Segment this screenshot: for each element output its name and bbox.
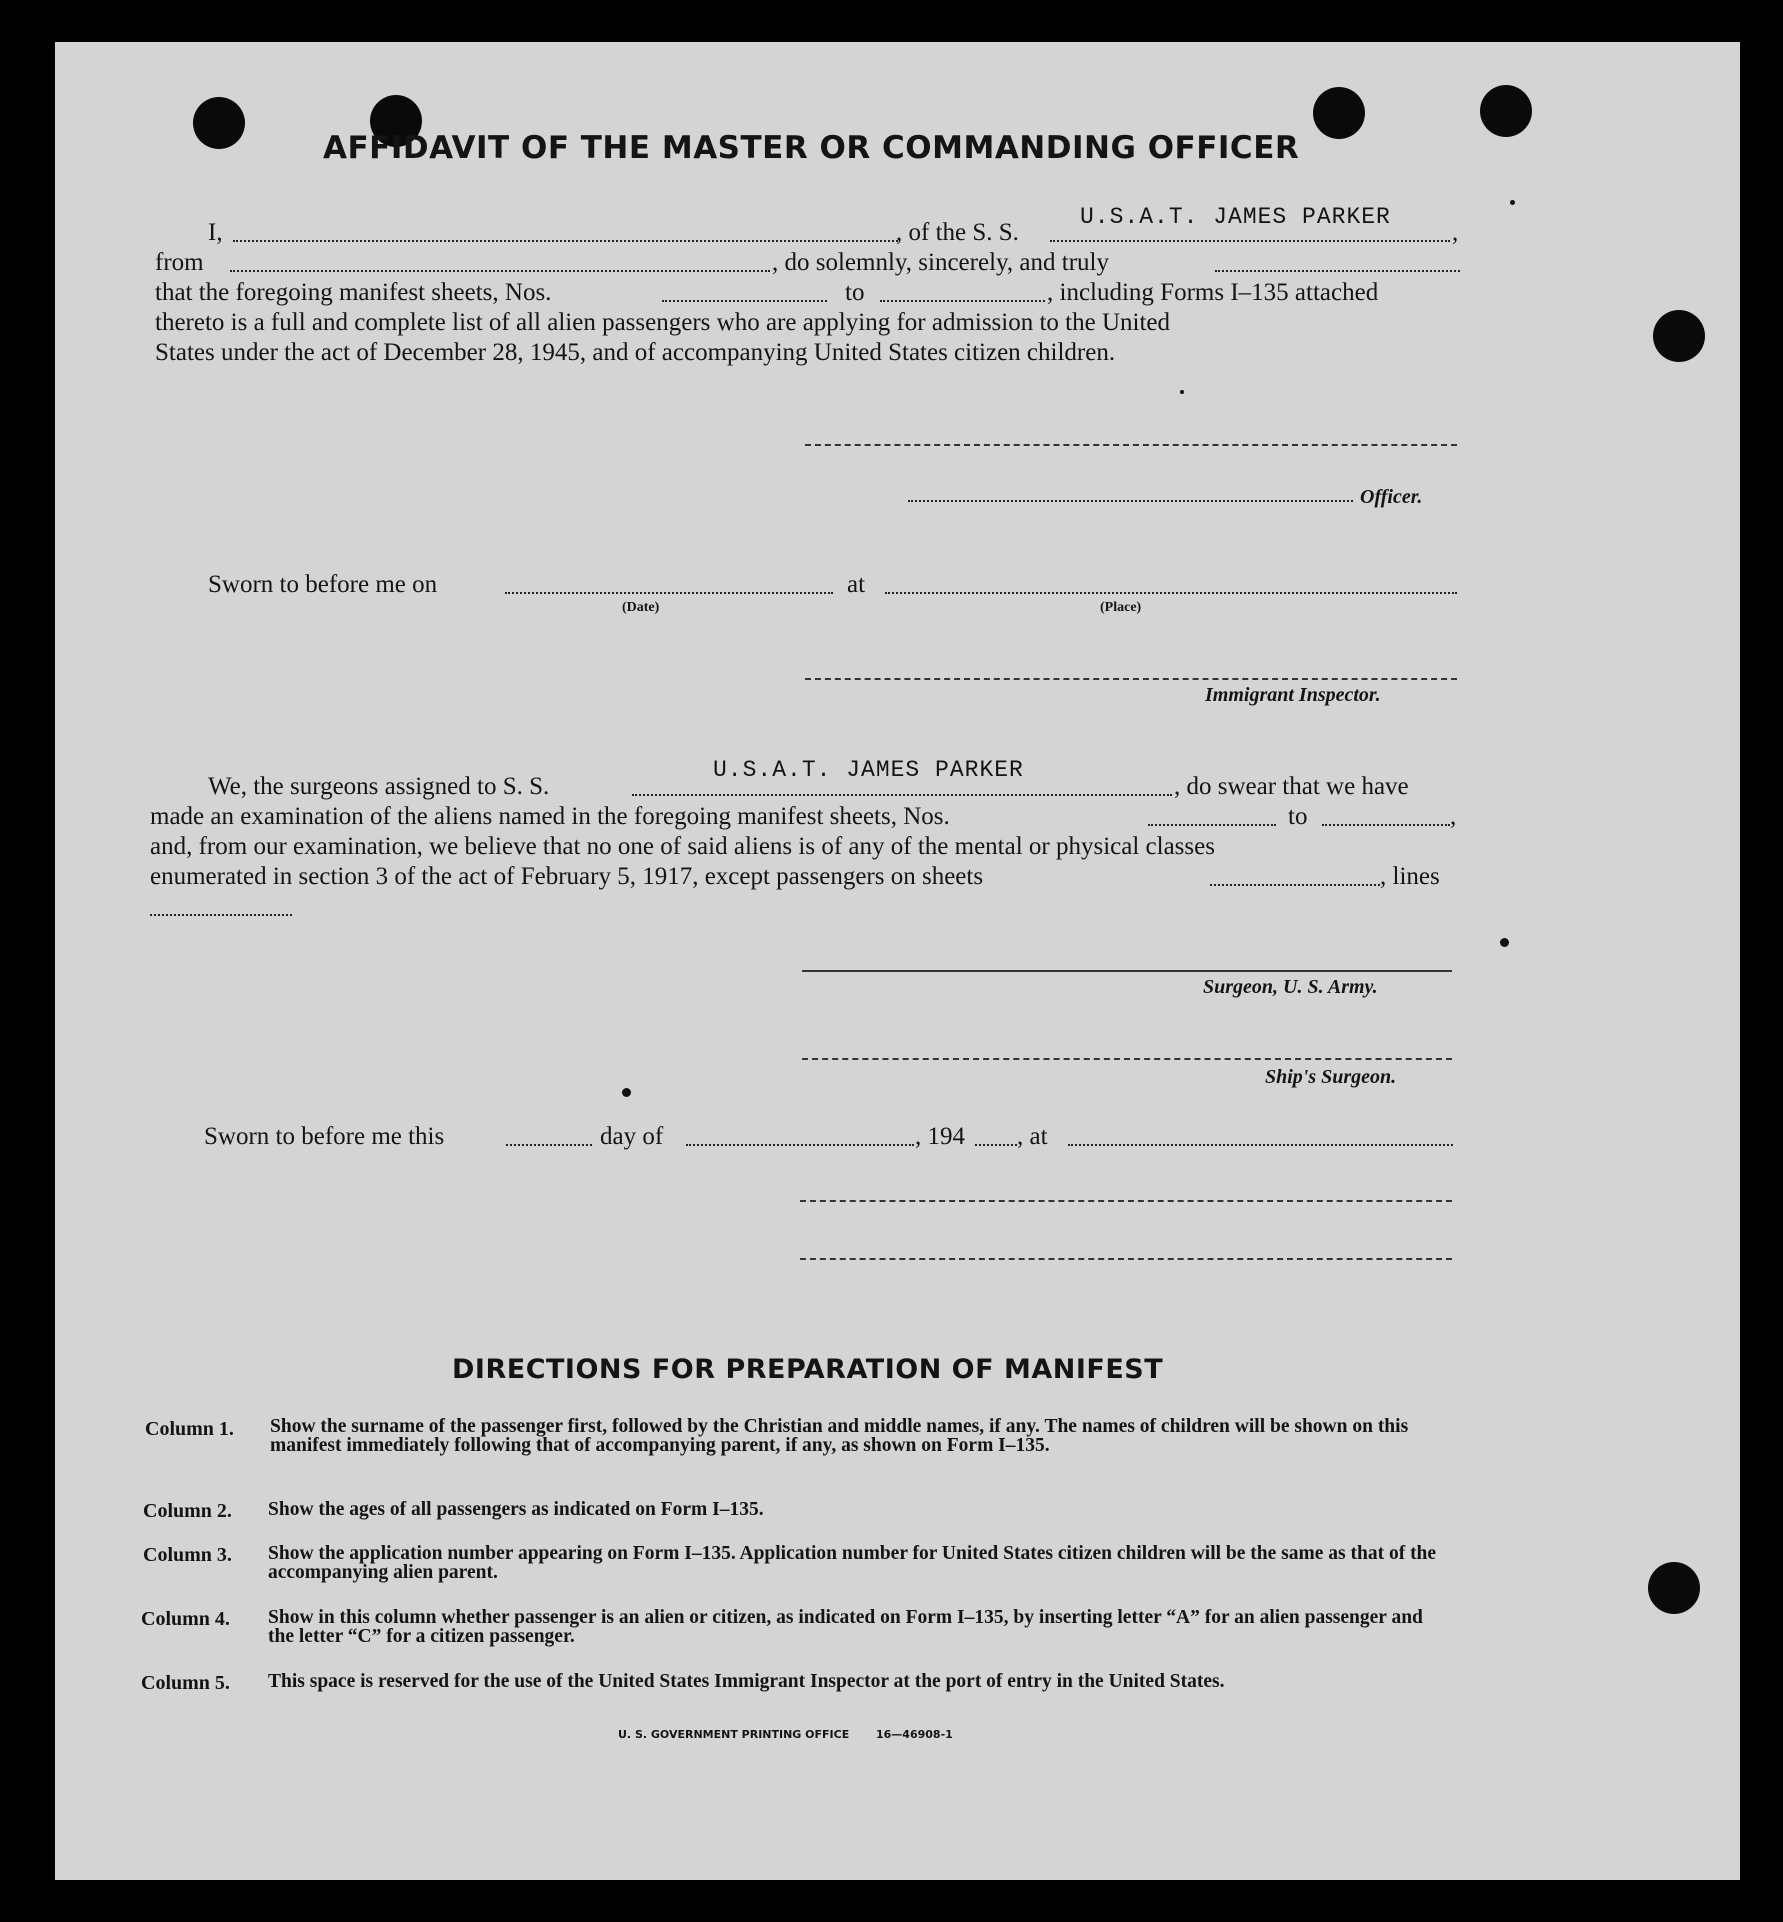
punch-hole <box>1653 310 1705 362</box>
form-code: 16—46908-1 <box>876 1728 953 1741</box>
printer-imprint: U. S. GOVERNMENT PRINTING OFFICE <box>618 1728 850 1741</box>
master-ship-line <box>1050 240 1450 242</box>
master-from: from <box>155 249 204 276</box>
column-5-label: Column 5. <box>141 1672 230 1694</box>
column-3-text: Show the application number appearing on Form I–135. Application number for United States citizen children will be the same as that of the accompanying alien parent. <box>268 1543 1437 1583</box>
master-i: I, <box>208 219 223 246</box>
surgeons-ship-name: U.S.A.T. JAMES PARKER <box>713 757 1024 783</box>
surgeons-to: to <box>1288 803 1308 830</box>
officer-label: Officer. <box>1360 486 1423 508</box>
surgeons-line3: and, from our examination, we believe that no one of said aliens is of any of the mental or physical classes <box>150 833 1215 860</box>
master-from-line <box>230 270 770 272</box>
sworn2-year: , 194 <box>915 1123 965 1150</box>
ink-speck <box>1500 938 1509 947</box>
master-of-ss: , of the S. S. <box>896 219 1019 246</box>
column-5-text: This space is reserved for the use of the United States Immigrant Inspector at the port of entry in the United States. <box>268 1671 1225 1692</box>
sworn2-day-line <box>506 1144 592 1146</box>
directions-title: DIRECTIONS FOR PREPARATION OF MANIFEST <box>452 1354 1164 1385</box>
ink-speck <box>1180 390 1184 394</box>
column-4-label: Column 4. <box>141 1608 230 1630</box>
master-to: to <box>845 279 865 306</box>
surgeons-line4: enumerated in section 3 of the act of February 5, 1917, except passengers on sheets <box>150 863 984 890</box>
master-line4: thereto is a full and complete list of all alien passengers who are applying for admission to the United <box>155 309 1171 336</box>
master-swear-line <box>1215 270 1460 272</box>
sworn2-signature-line-1 <box>800 1200 1452 1202</box>
surgeons-made: made an examination of the aliens named in the foregoing manifest sheets, Nos. <box>150 803 950 830</box>
sworn1-label: Sworn to before me on <box>208 571 438 598</box>
surgeons-ship-line <box>632 794 1172 796</box>
punch-hole <box>1480 85 1532 137</box>
column-1-text: Show the surname of the passenger first, followed by the Christian and middle names, if any. The names of children will be shown on this manifest immediately following that of accompanying parent, if any, as shown on Form I–135. <box>270 1416 1409 1456</box>
master-name-line <box>233 240 898 242</box>
sworn2-year-line <box>975 1144 1017 1146</box>
column-3-label: Column 3. <box>143 1544 232 1566</box>
surgeons-we: We, the surgeons assigned to S. S. <box>208 773 550 800</box>
surgeons-sheet-from-line <box>1148 824 1276 826</box>
army-surgeon-label: Surgeon, U. S. Army. <box>1203 976 1378 998</box>
surgeons-sheet-to-line <box>1322 824 1450 826</box>
punch-hole <box>1648 1562 1700 1614</box>
sworn1-place-line <box>885 592 1457 594</box>
master-sheet-to-line <box>880 300 1045 302</box>
sworn2-place-line <box>1068 1144 1453 1146</box>
sworn1-date-line <box>505 592 833 594</box>
surgeons-comma: , <box>1450 803 1457 830</box>
master-signature-line <box>805 444 1457 446</box>
surgeons-lines-line <box>150 914 292 916</box>
date-caption: (Date) <box>622 600 660 615</box>
officer-title-line <box>908 500 1353 502</box>
column-2-text: Show the ages of all passengers as indicated on Form I–135. <box>268 1499 764 1520</box>
inspector-label: Immigrant Inspector. <box>1205 684 1381 706</box>
surgeons-lines: , lines <box>1380 863 1440 890</box>
punch-hole <box>1313 87 1365 139</box>
master-sheet-from-line <box>662 300 827 302</box>
sworn1-at: at <box>847 571 866 598</box>
place-caption: (Place) <box>1100 600 1142 615</box>
master-including: , including Forms I–135 attached <box>1047 279 1379 306</box>
surgeons-sheets-line <box>1210 884 1380 886</box>
sworn2-day-of: day of <box>600 1123 664 1150</box>
page-title: AFFIDAVIT OF THE MASTER OR COMMANDING OFFICER <box>323 130 1300 166</box>
master-swear: , do solemnly, sincerely, and truly <box>772 249 1109 276</box>
column-4-text: Show in this column whether passenger is an alien or citizen, as indicated on Form I–135, by inserting letter “A” for an alien passenger and the letter “C” for a citizen passenger. <box>268 1607 1423 1647</box>
sworn2-label: Sworn to before me this <box>204 1123 445 1150</box>
column-2-label: Column 2. <box>143 1500 232 1522</box>
ships-surgeon-label: Ship's Surgeon. <box>1265 1066 1397 1088</box>
sworn2-month-line <box>686 1144 914 1146</box>
master-that: that the foregoing manifest sheets, Nos. <box>155 279 552 306</box>
surgeons-swear: , do swear that we have <box>1174 773 1409 800</box>
ships-surgeon-signature-line <box>802 1058 1452 1060</box>
master-line5: States under the act of December 28, 1945, and of accompanying United States citizen children. <box>155 339 1116 366</box>
sworn2-signature-line-2 <box>800 1258 1452 1260</box>
punch-hole <box>193 97 245 149</box>
master-ship-name: U.S.A.T. JAMES PARKER <box>1080 204 1391 230</box>
ink-speck <box>1510 200 1515 205</box>
master-comma: , <box>1452 219 1459 246</box>
column-1-label: Column 1. <box>145 1418 234 1440</box>
sworn2-at: , at <box>1017 1123 1048 1150</box>
ink-speck <box>622 1088 631 1097</box>
